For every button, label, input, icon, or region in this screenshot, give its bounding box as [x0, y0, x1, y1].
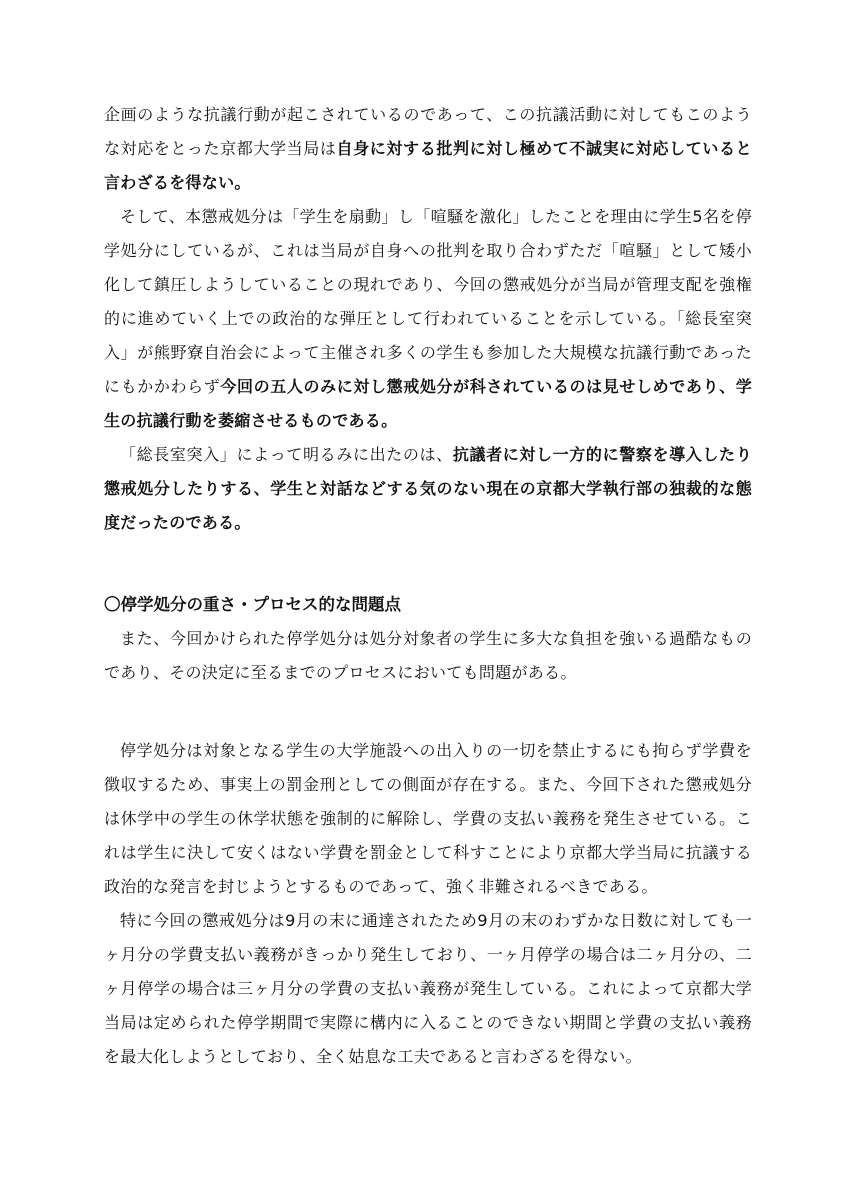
- paragraph-1: [104, 98, 752, 200]
- spacer: [104, 540, 752, 588]
- paragraph-5: 停学処分は対象となる学生の大学施設への出入りの一切を禁止するにも拘らず学費を徴収するため、事実上の罰金刑としての側面が存在する。また、今回下された懲戒処分は休学中の学生の休学状態を強制的に解除し、学費の支払い義務を発生させている。これは学生に決して安くはない学費を罰金として科すことにより京都大学当局に抗議する政治的な発言を封じようとするものであって、強く非難されるべきである。: [104, 741, 752, 896]
- paragraph-4: また、今回かけられた停学処分は処分対象者の学生に多大な負担を強いる過酷なものであり、その決定に至るまでのプロセスにおいても問題がある。: [104, 629, 752, 682]
- paragraph-6: 特に今回の懲戒処分は9月の末に通達されたため9月の末のわずかな日数に対しても一ヶ月分の学費支払い義務がきっかり発生しており、一ヶ月停学の場合は二ヶ月分の、二ヶ月停学の場合は三ヶ月分の学費の支払い義務が発生している。これによって京都大学当局は定められた停学期間で実際に構内に入ることのできない期間と学費の支払い義務を最大化しようとしており、全く姑息な工夫であると言わざるを得ない。: [104, 911, 752, 1066]
- paragraph-3-text: 「総長室突入」によって明るみに出たのは、: [120, 445, 453, 464]
- paragraph-3: [104, 438, 752, 540]
- section-heading: 〇停学処分の重さ・プロセス的な問題点: [104, 595, 401, 614]
- paragraph-1-text: 企画のような抗議行動が起こされているのであって、この抗議活動に対してもこのような対応をとった京都大学当局は: [104, 105, 752, 158]
- paragraph-1-bold-text: 自身に対する批判に対し極めて不誠実に対応していると言わざるを得ない。: [104, 139, 752, 192]
- spacer: [104, 690, 752, 734]
- document-body: [104, 98, 752, 1074]
- paragraph-3-bold-text: 抗議者に対し一方的に警察を導入したり懲戒処分したりする、学生と対話などする気のない現在の京都大学執行部の独裁的な態度だったのである。: [104, 445, 752, 532]
- paragraph-2: [104, 200, 752, 438]
- paragraph-2-bold-text: 今回の五人のみに対し懲戒処分が科されているのは見せしめであり、学生の抗議行動を萎縮させるものである。: [104, 377, 752, 430]
- paragraph-2-text: そして、本懲戒処分は「学生を扇動」し「喧騒を激化」したことを理由に学生5名を停学処分にしているが、これは当局が自身への批判を取り合わずただ「喧騒」として矮小化して鎮圧しようしていることの現れであり、今回の懲戒処分が当局が管理支配を強権的に進めていく上での政治的な弾圧として行われていることを示している。「総長室突入」が熊野寮自治会によって主催され多くの学生も参加した大規模な抗議行動であったにもかかわらず: [104, 207, 752, 396]
